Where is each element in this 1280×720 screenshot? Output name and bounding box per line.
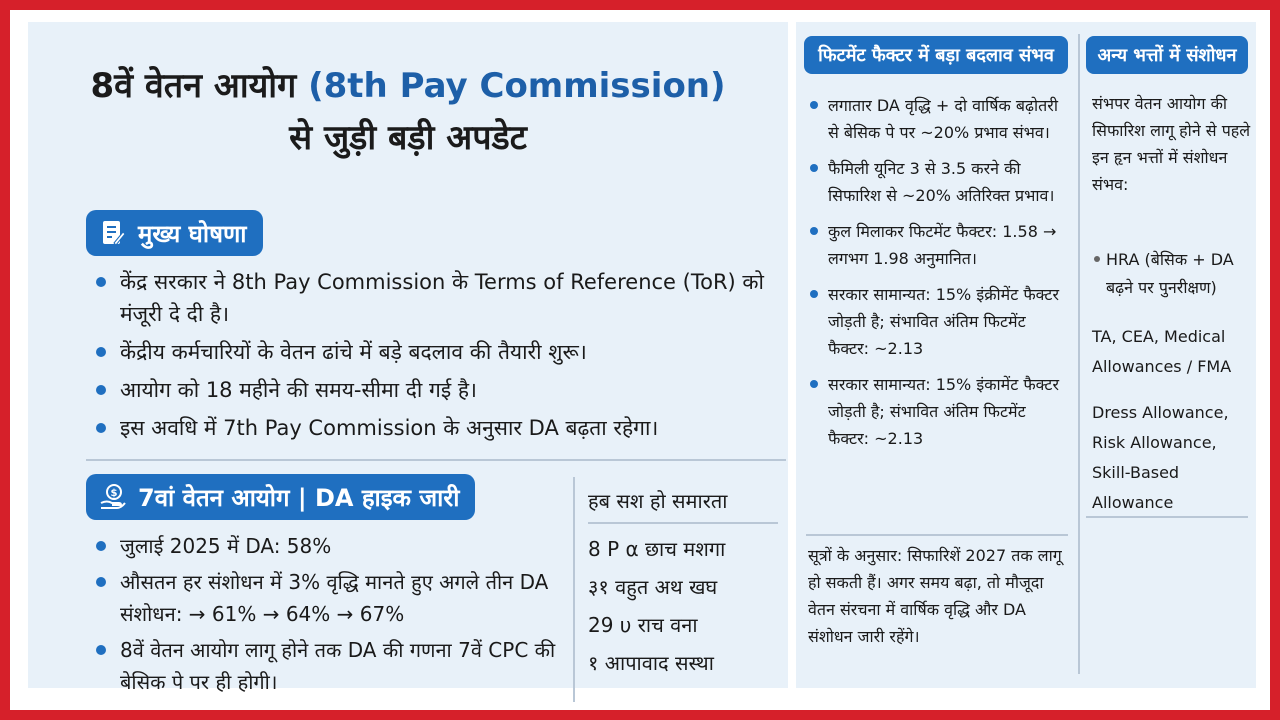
- title-line-2: से जुड़ी बड़ी अपडेट: [289, 118, 527, 158]
- title-line-1: [28, 60, 788, 112]
- list-item: सरकार सामान्यत: 15% इंकामेंट फैक्टर जोड़ती है; संभावित अंतिम फिटमेंट फैक्टर: ~2.13: [806, 371, 1071, 452]
- side-list-heading: हब सश हो समारता: [588, 484, 778, 524]
- list-item: कुल मिलाकर फिटमेंट फैक्टर: 1.58 → लगभग 1.98 अनुमानित।: [806, 218, 1071, 272]
- list-item: इस अवधि में 7th Pay Commission के अनुसार DA बढ़ता रहेगा।: [90, 412, 790, 444]
- section-divider: [86, 459, 786, 461]
- document-edit-icon: [98, 218, 128, 248]
- seventh-cpc-label: 7वां वेतन आयोग | DA हाइक जारी: [138, 483, 460, 512]
- main-announcement-label: मुख्य घोषणा: [138, 219, 247, 248]
- section-divider: [1086, 516, 1248, 518]
- side-list-item: १ आपावाद सस्था: [588, 651, 714, 675]
- column-divider: [573, 477, 575, 702]
- main-announcement-heading: [86, 210, 263, 256]
- title-hindi: 8वें वेतन आयोग: [90, 66, 297, 106]
- side-list-item: 8 P α छाच मशगा: [588, 537, 726, 561]
- left-panel: [28, 22, 788, 694]
- seventh-cpc-list: [90, 530, 560, 702]
- list-item: 8वें वेतन आयोग लागू होने तक DA की गणना 7वें CPC की बेसिक पे पर ही होगी।: [90, 634, 560, 698]
- list-item: HRA (बेसिक + DA बढ़ने पर पुनरीक्षण): [1092, 246, 1252, 302]
- allowance-group: Dress Allowance, Risk Allowance, Skill-Based Allowance: [1092, 403, 1229, 512]
- other-allowances-list: [1092, 246, 1252, 302]
- section-divider: [806, 534, 1068, 536]
- other-allowances-heading: अन्य भत्तों में संशोधन: [1086, 36, 1248, 74]
- side-list: [588, 484, 778, 682]
- list-item: लगातार DA वृद्धि + दो वार्षिक बढ़ोतरी से बेसिक पे पर ~20% प्रभाव संभव।: [806, 92, 1071, 146]
- money-hand-icon: [98, 482, 128, 512]
- side-list-item: ३१ वहुत अथ खघ: [588, 575, 718, 599]
- other-allowances-intro: संभपर वेतन आयोग की सिफारिश लागू होने से पहले इन हृन भत्तों में संशोधन संभव:: [1092, 94, 1251, 194]
- page-title: [28, 60, 788, 164]
- fitment-heading: फिटमेंट फैक्टर में बड़ा बदलाव संभव: [804, 36, 1068, 74]
- main-announcement-list: [90, 266, 790, 450]
- fitment-list: [806, 92, 1071, 461]
- title-english: (8th Pay Commission): [308, 66, 726, 106]
- allowance-group: TA, CEA, Medical Allowances / FMA: [1092, 327, 1232, 376]
- list-item: जुलाई 2025 में DA: 58%: [90, 530, 560, 562]
- list-item: औसतन हर संशोधन में 3% वृद्धि मानते हुए अगले तीन DA संशोधन: → 61% → 64% → 67%: [90, 566, 560, 630]
- list-item: सरकार सामान्यत: 15% इंक्रीमेंट फैक्टर जोड़ती है; संभावित अंतिम फिटमेंट फैक्टर: ~2.13: [806, 281, 1071, 362]
- list-item: आयोग को 18 महीने की समय-सीमा दी गई है।: [90, 374, 790, 406]
- sources-note: सूत्रों के अनुसार: सिफारिशें 2027 तक लागू हो सकती हैं। अगर समय बढ़ा, तो मौजूदा वेतन संरचना में वार्षिक वृद्धि और DA संशोधन जारी रहेंगे।: [808, 546, 1062, 646]
- column-divider: [1078, 34, 1080, 674]
- seventh-cpc-heading: [86, 474, 475, 520]
- svg-text:$: $: [110, 488, 118, 499]
- list-item: केंद्रीय कर्मचारियों के वेतन ढांचे में बड़े बदलाव की तैयारी शुरू।: [90, 336, 790, 368]
- right-panel: [796, 22, 1256, 688]
- list-item: केंद्र सरकार ने 8th Pay Commission के Terms of Reference (ToR) को मंजूरी दे दी है।: [90, 266, 790, 330]
- side-list-item: 29 υ राच वना: [588, 613, 698, 637]
- list-item: फैमिली यूनिट 3 से 3.5 करने की सिफारिश से ~20% अतिरिक्त प्रभाव।: [806, 155, 1071, 209]
